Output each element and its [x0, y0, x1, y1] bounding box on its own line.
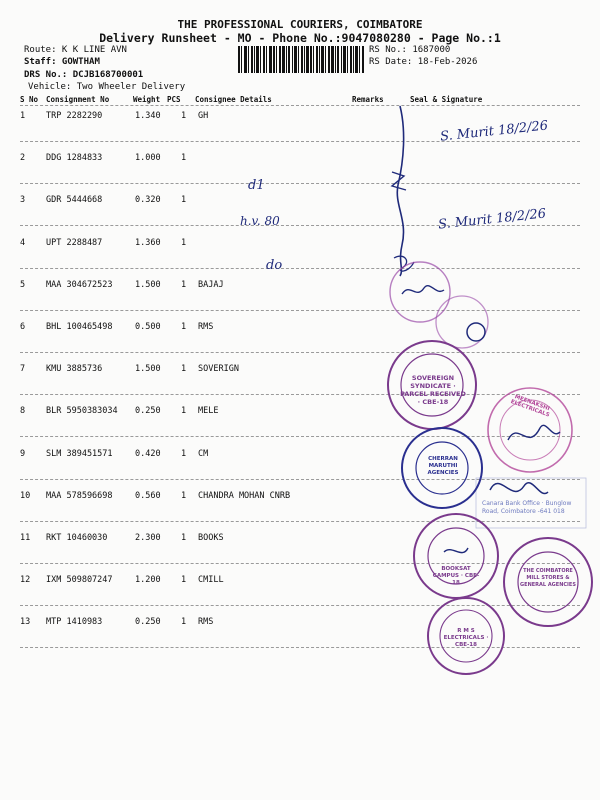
row-weight: 0.320 — [135, 195, 161, 206]
drs-number: DRS No.: DCJB168700001 — [24, 70, 144, 80]
row-pcs: 1 — [181, 448, 187, 459]
row-weight: 1.200 — [135, 575, 161, 586]
row-consignee: RMS — [198, 617, 214, 628]
row-consignment-no: MTP 1410983 — [46, 617, 103, 628]
row-pcs: 1 — [181, 364, 187, 375]
row-consignee: SOVERIGN — [198, 364, 239, 375]
row-sno: 13 — [20, 617, 31, 628]
stamp-canara-text: Canara Bank Office · Bunglow Road, Coimbatore -641 018 — [482, 500, 572, 515]
pen-stroke — [397, 106, 403, 276]
row-pcs: 1 — [181, 237, 187, 248]
row-pcs: 1 — [181, 617, 187, 628]
row-weight: 0.500 — [135, 322, 161, 332]
rs-number: RS No.: 1687000 — [369, 45, 451, 55]
stamp-circle-6 — [436, 296, 488, 348]
col-consignment: Consignment No — [46, 95, 110, 104]
row-weight: 1.500 — [135, 279, 161, 290]
signature-row1: S. Murit 18/2/26 — [439, 118, 549, 145]
row-consignee: MELE — [198, 406, 219, 417]
row-weight: 0.420 — [135, 448, 161, 459]
vehicle-label: Vehicle: Two Wheeler Delivery — [28, 82, 186, 92]
handnote-row4: do — [266, 258, 283, 273]
row-consignee: GH — [198, 111, 209, 121]
rs-date: RS Date: 18-Feb-2026 — [369, 57, 478, 67]
row-consignee: CMILL — [198, 575, 224, 586]
row-weight: 1.340 — [135, 111, 161, 121]
row-sno: 11 — [20, 533, 31, 543]
row-weight: 1.000 — [135, 153, 161, 164]
row-weight: 1.500 — [135, 364, 161, 375]
stamp-rms-text: R M S ELECTRICALS · CBE-18 — [443, 628, 489, 648]
signature-row3: S. Murit 18/2/26 — [437, 206, 547, 233]
row-weight: 2.300 — [135, 533, 161, 543]
row-consignee: BAJAJ — [198, 279, 224, 290]
row-sno: 4 — [20, 237, 26, 248]
row-consignment-no: MAA 578596698 — [46, 490, 113, 501]
row-sno: 12 — [20, 575, 31, 586]
row-weight: 1.360 — [135, 237, 161, 248]
row-consignee: BOOKS — [198, 533, 224, 543]
handnote-row3: h.v. 80 — [240, 214, 280, 228]
col-remarks: Remarks — [352, 95, 384, 104]
row-consignment-no: DDG 1284833 — [46, 153, 103, 164]
row-consignment-no: IXM 509807247 — [46, 575, 113, 586]
row-sno: 10 — [20, 490, 31, 501]
row-sno: 2 — [20, 153, 26, 164]
row-pcs: 1 — [181, 279, 187, 290]
row-consignment-no: BLR 5950383034 — [46, 406, 118, 417]
row-consignment-no: SLM 389451571 — [46, 448, 113, 459]
row-consignee: CM — [198, 448, 209, 459]
stamp-sovereign-text: SOVEREIGN SYNDICATE · PARCEL RECEIVED · CBE-18 — [400, 374, 466, 406]
handnote-row2: d1 — [248, 178, 265, 193]
row-consignment-no: KMU 3885736 — [46, 364, 103, 375]
row-consignment-no: RKT 10460030 — [46, 533, 108, 543]
row-pcs: 1 — [181, 406, 187, 417]
row-sno: 6 — [20, 322, 26, 332]
row-pcs: 1 — [181, 490, 187, 501]
row-consignment-no: GDR 5444668 — [46, 195, 103, 206]
col-weight: Weight — [133, 95, 161, 104]
row-consignee: RMS — [198, 322, 214, 332]
row-sno: 5 — [20, 279, 26, 290]
row-weight: 0.560 — [135, 490, 161, 501]
stamp-cherran-text: CHERRAN MARUTHI AGENCIES — [427, 456, 459, 476]
col-seal-signature: Seal & Signature — [410, 95, 483, 104]
row-sno: 8 — [20, 406, 26, 417]
runsheet-subtitle: Delivery Runsheet - MO - Phone No.:9047080280 - Page No.:1 — [99, 31, 501, 45]
row-pcs: 1 — [181, 153, 187, 164]
row-consignment-no: BHL 100465498 — [46, 322, 113, 332]
row-consignee: CHANDRA MOHAN CNRB — [198, 490, 291, 501]
route-label: Route: K K LINE AVN — [24, 45, 127, 55]
stamp-meenakshi-text: MEENAKSHI ELECTRICALS — [509, 394, 551, 419]
row-sno: 3 — [20, 195, 26, 206]
pen-mark — [392, 172, 406, 190]
row-pcs: 1 — [181, 111, 187, 121]
stamp-mill-text: THE COIMBATORE MILL STORES & GENERAL AGENCIES — [520, 568, 576, 588]
staff-label: Staff: GOWTHAM — [24, 57, 100, 67]
row-pcs: 1 — [181, 533, 187, 543]
col-pcs: PCS — [167, 95, 181, 104]
col-consignee: Consignee Details — [195, 95, 272, 104]
stamp-mns — [390, 262, 450, 322]
row-consignment-no: UPT 2288487 — [46, 237, 103, 248]
row-pcs: 1 — [181, 195, 187, 206]
row-pcs: 1 — [181, 575, 187, 586]
company-title: THE PROFESSIONAL COURIERS, COIMBATORE — [177, 18, 423, 31]
row-consignment-no: TRP 2282290 — [46, 111, 103, 121]
row-sno: 1 — [20, 111, 26, 121]
row-pcs: 1 — [181, 322, 187, 332]
col-sno: S No — [20, 95, 39, 104]
row-weight: 0.250 — [135, 406, 161, 417]
row-sno: 9 — [20, 448, 26, 459]
row-consignment-no: MAA 304672523 — [46, 279, 113, 290]
row-sno: 7 — [20, 364, 26, 375]
row-weight: 0.250 — [135, 617, 161, 628]
stamp-bookscampus-text: BOOKSAT CAMPUS · CBE-18 — [432, 566, 480, 586]
